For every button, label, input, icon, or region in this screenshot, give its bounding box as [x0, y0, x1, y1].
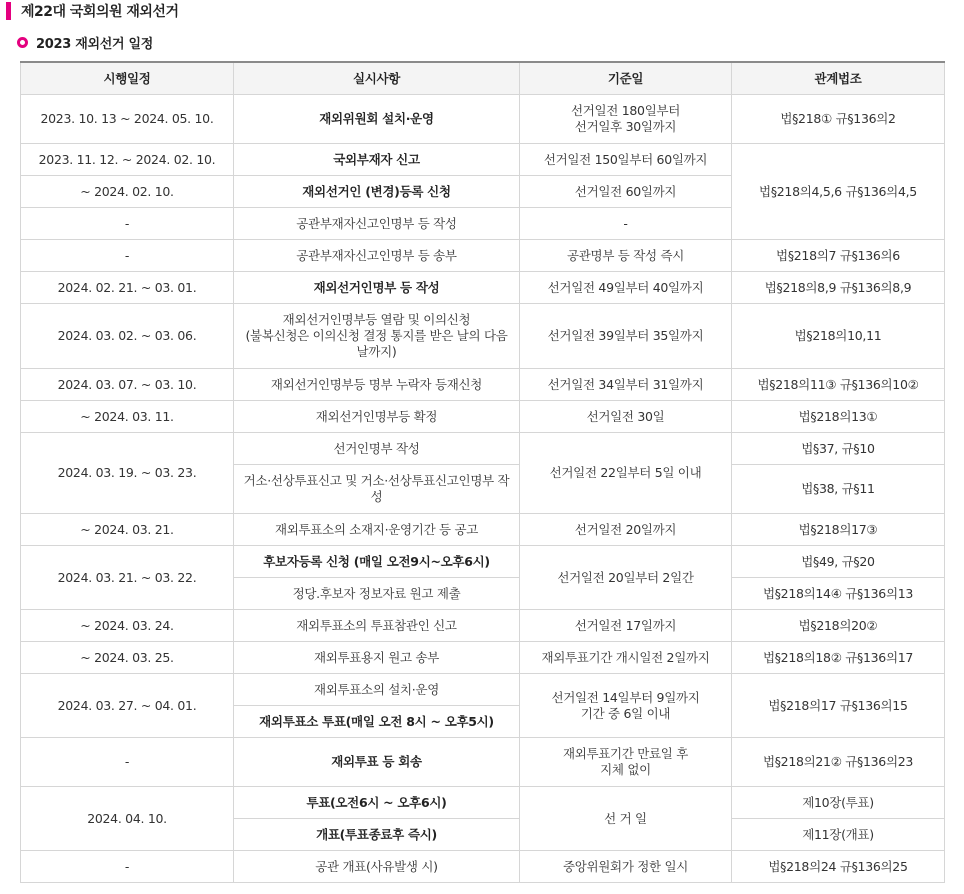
header-law: 관계법조 — [732, 62, 945, 95]
base-cell: 선거일전 39일부터 35일까지 — [520, 304, 732, 369]
table-row — [21, 240, 945, 272]
date-cell: - — [21, 738, 234, 787]
action-cell: 재외투표소의 설치·운영 — [234, 674, 520, 706]
action-text: 재외선거인명부등 열람 및 이의신청 (불복신청은 이의신청 결정 통지를 받은 날의 다음날까지) — [245, 312, 508, 359]
action-cell: 재외선거인 (변경)등록 신청 — [234, 176, 520, 208]
table-row — [21, 642, 945, 674]
action-cell: 정당.후보자 정보자료 원고 제출 — [234, 578, 520, 610]
base-cell: 선거일전 49일부터 40일까지 — [520, 272, 732, 304]
action-cell: 재외선거인명부등 명부 누락자 등재신청 — [234, 369, 520, 401]
law-cell: 법§37, 규§10 — [732, 433, 945, 465]
law-cell: 법§218의11③ 규§136의10② — [732, 369, 945, 401]
action-cell: 공관부재자신고인명부 등 작성 — [234, 208, 520, 240]
law-cell: 법§218의10,11 — [732, 304, 945, 369]
action-cell: 재외투표소의 소재지·운영기간 등 공고 — [234, 514, 520, 546]
base-line: 재외투표기간 만료일 후 지체 없이 — [562, 746, 689, 777]
law-cell: 법§218의4,5,6 규§136의4,5 — [732, 144, 945, 240]
page-title-row — [0, 0, 178, 22]
law-cell: 법§218의17③ — [732, 514, 945, 546]
date-cell: 2024. 04. 10. — [21, 787, 234, 851]
law-cell: 법§218의14④ 규§136의13 — [732, 578, 945, 610]
date-cell: 2023. 10. 13 ~ 2024. 05. 10. — [21, 95, 234, 144]
base-cell: 중앙위원회가 정한 일시 — [520, 851, 732, 883]
base-cell: 선 거 일 — [520, 787, 732, 851]
date-cell: - — [21, 208, 234, 240]
base-cell: 선거일전 20일부터 2일간 — [520, 546, 732, 610]
law-cell: 법§218의21② 규§136의23 — [732, 738, 945, 787]
action-cell — [234, 304, 520, 369]
table-row — [21, 401, 945, 433]
law-cell: 법§218의18② 규§136의17 — [732, 642, 945, 674]
date-cell: - — [21, 240, 234, 272]
law-cell: 제11장(개표) — [732, 819, 945, 851]
action-cell: 거소·선상투표신고 및 거소·선상투표신고인명부 작성 — [234, 465, 520, 514]
law-cell: 법§218① 규§136의2 — [732, 95, 945, 144]
date-cell: 2024. 03. 02. ~ 03. 06. — [21, 304, 234, 369]
page-title: 제22대 국회의원 재외선거 — [21, 4, 179, 20]
date-cell: ~ 2024. 03. 21. — [21, 514, 234, 546]
table-row — [21, 369, 945, 401]
table-row — [21, 738, 945, 787]
law-cell: 법§49, 규§20 — [732, 546, 945, 578]
date-cell: ~ 2024. 02. 10. — [21, 176, 234, 208]
law-cell: 법§218의24 규§136의25 — [732, 851, 945, 883]
header-action: 실시사항 — [234, 62, 520, 95]
base-cell — [520, 738, 732, 787]
header-base-date: 기준일 — [520, 62, 732, 95]
date-cell: 2024. 03. 19. ~ 03. 23. — [21, 433, 234, 514]
table-row — [21, 433, 945, 465]
law-cell: 법§218의8,9 규§136의8,9 — [732, 272, 945, 304]
date-cell: 2024. 03. 07. ~ 03. 10. — [21, 369, 234, 401]
action-cell: 재외투표용지 원고 송부 — [234, 642, 520, 674]
date-cell: ~ 2024. 03. 11. — [21, 401, 234, 433]
action-cell: 재외선거인명부등 확정 — [234, 401, 520, 433]
action-cell: 투표(오전6시 ~ 오후6시) — [234, 787, 520, 819]
section-title-row — [0, 32, 153, 52]
base-cell: 선거일전 17일까지 — [520, 610, 732, 642]
date-cell: ~ 2024. 03. 24. — [21, 610, 234, 642]
action-cell: 재외투표 등 회송 — [234, 738, 520, 787]
base-cell: 선거일전 22일부터 5일 이내 — [520, 433, 732, 514]
law-cell: 법§218의20② — [732, 610, 945, 642]
action-cell: 재외투표소의 투표참관인 신고 — [234, 610, 520, 642]
base-cell: 선거일전 60일까지 — [520, 176, 732, 208]
action-cell: 재외위원회 설치·운영 — [234, 95, 520, 144]
date-cell: 2023. 11. 12. ~ 2024. 02. 10. — [21, 144, 234, 176]
law-cell: 법§218의7 규§136의6 — [732, 240, 945, 272]
date-cell: 2024. 02. 21. ~ 03. 01. — [21, 272, 234, 304]
law-cell: 법§38, 규§11 — [732, 465, 945, 514]
table-row — [21, 674, 945, 706]
action-cell: 재외선거인명부 등 작성 — [234, 272, 520, 304]
base-cell: 공관명부 등 작성 즉시 — [520, 240, 732, 272]
table-row — [21, 272, 945, 304]
date-cell: - — [21, 851, 234, 883]
base-cell — [520, 674, 732, 738]
date-cell: 2024. 03. 21. ~ 03. 22. — [21, 546, 234, 610]
base-cell: 선거일전 20일까지 — [520, 514, 732, 546]
base-line: 선거일전 180일부터 선거일후 30일까지 — [570, 103, 681, 134]
action-cell: 개표(투표종료후 즉시) — [234, 819, 520, 851]
action-cell: 재외투표소 투표(매일 오전 8시 ~ 오후5시) — [234, 706, 520, 738]
action-cell: 선거인명부 작성 — [234, 433, 520, 465]
table-row — [21, 514, 945, 546]
table-row — [21, 304, 945, 369]
table-row — [21, 144, 945, 176]
table-row — [21, 95, 945, 144]
base-cell — [520, 95, 732, 144]
action-cell: 후보자등록 신청 (매일 오전9시~오후6시) — [234, 546, 520, 578]
table-header-row — [21, 62, 945, 95]
table-row — [21, 851, 945, 883]
base-cell: - — [520, 208, 732, 240]
date-cell: 2024. 03. 27. ~ 04. 01. — [21, 674, 234, 738]
table-row — [21, 610, 945, 642]
base-cell: 선거일전 150일부터 60일까지 — [520, 144, 732, 176]
action-cell: 공관부재자신고인명부 등 송부 — [234, 240, 520, 272]
law-cell: 법§218의13① — [732, 401, 945, 433]
title-accent-bar — [6, 2, 11, 20]
base-cell: 재외투표기간 개시일전 2일까지 — [520, 642, 732, 674]
date-cell: ~ 2024. 03. 25. — [21, 642, 234, 674]
law-cell: 제10장(투표) — [732, 787, 945, 819]
section-title: 2023 재외선거 일정 — [36, 36, 153, 52]
base-cell: 선거일전 34일부터 31일까지 — [520, 369, 732, 401]
action-cell: 국외부재자 신고 — [234, 144, 520, 176]
circle-bullet-icon — [17, 37, 28, 48]
election-schedule-table — [20, 61, 945, 883]
law-cell: 법§218의17 규§136의15 — [732, 674, 945, 738]
action-cell: 공관 개표(사유발생 시) — [234, 851, 520, 883]
table-row — [21, 546, 945, 578]
base-line: 선거일전 14일부터 9일까지 기간 중 6일 이내 — [551, 689, 700, 721]
header-date: 시행일정 — [21, 62, 234, 95]
base-cell: 선거일전 30일 — [520, 401, 732, 433]
table-row — [21, 787, 945, 819]
